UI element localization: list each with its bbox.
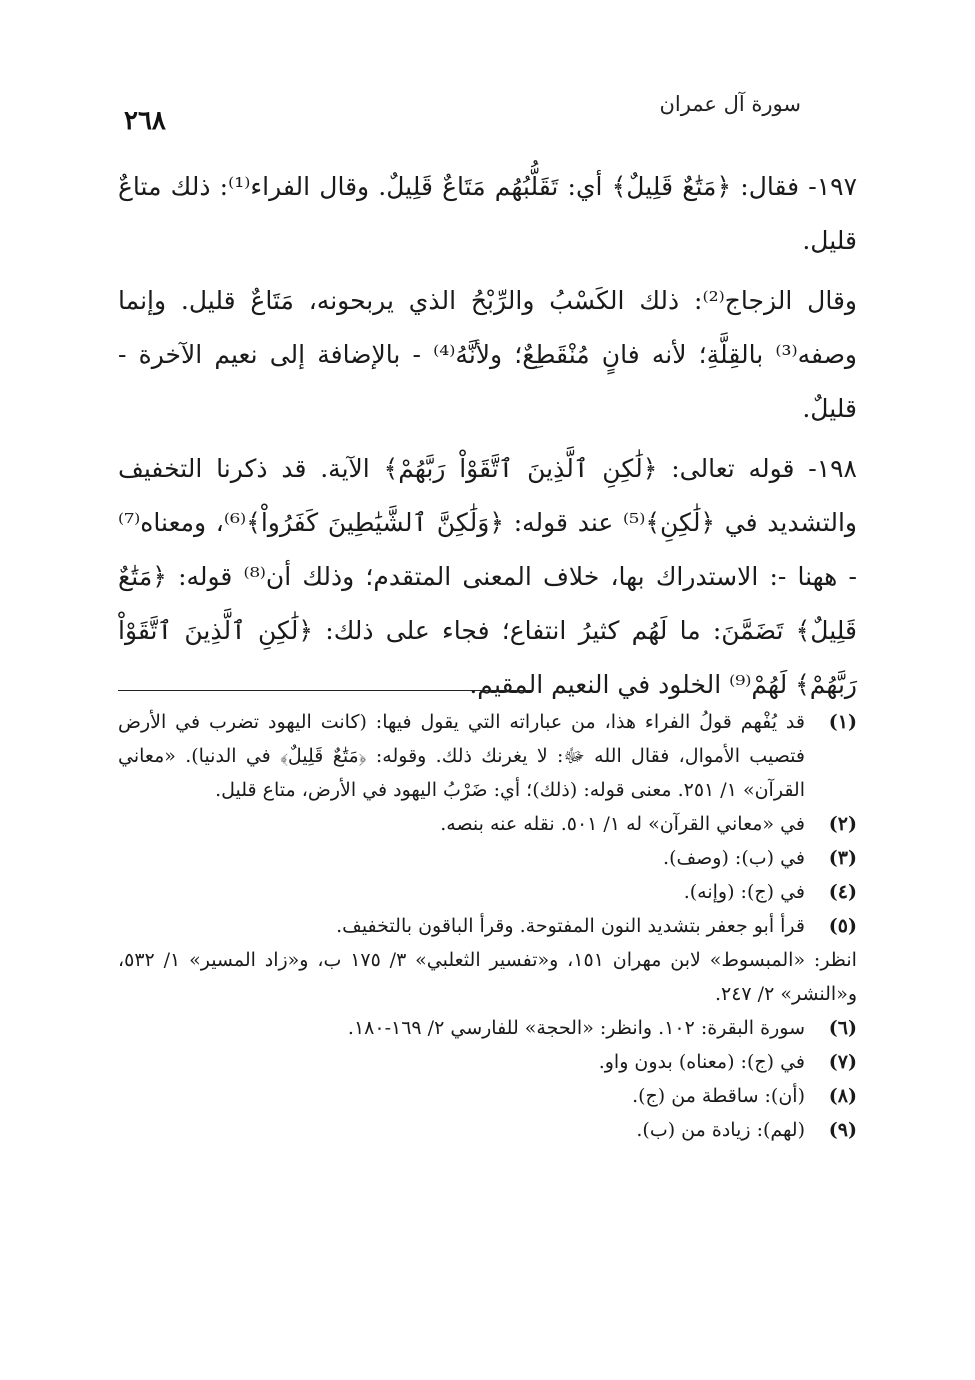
- footnote-text: في (ب): (وصف).: [663, 847, 805, 869]
- footnote-number: (٣): [828, 847, 857, 869]
- footnote-number: (٦): [828, 1017, 857, 1039]
- running-title: سورة آل عمران: [659, 92, 801, 116]
- footnote-9: [118, 1113, 857, 1147]
- footnote-4: [118, 875, 857, 909]
- footnote-5: [118, 909, 857, 943]
- footnote-text: (أن): ساقطة من (ج).: [632, 1085, 805, 1107]
- footnote-2: [118, 807, 857, 841]
- footnote-text: في (ج): (وإنه).: [683, 881, 805, 903]
- footnote-1: [118, 705, 857, 807]
- footnote-number: (٥): [828, 915, 857, 937]
- page-number: ٢٦٨: [124, 106, 166, 136]
- footnote-number: (٤): [828, 881, 857, 903]
- footnote-text: سورة البقرة: ١٠٢. وانظر: «الحجة» للفارسي ٢/ ١٦٩-١٨٠.: [347, 1017, 805, 1039]
- footnote-text: قد يُفْهم قولُ الفراء هذا، من عباراته التي يقول فيها: (كانت اليهود تضرب في الأرض فتصيب الأموال، فقال الله ﷻ: لا يغرنك ذلك. وقوله: ﴿مَتَٰعٌ قَلِيلٌ﴾ في الدنيا). «معاني القرآن» ١/ ٢٥١. معنى قوله: (ذلك)؛ أي: ضَرْبُ اليهود في الأرض، متاع قليل.: [118, 711, 805, 801]
- page-header: [118, 92, 857, 142]
- footnote-number: (٨): [828, 1085, 857, 1107]
- paragraph-198: ١٩٨- قوله تعالى: ﴿لَٰكِنِ ٱلَّذِينَ ٱتَّقَوْاْ رَبَّهُمْ﴾ الآية. قد ذكرنا التخفيف والتشديد في ﴿لَٰكِنِ﴾⁽⁵⁾ عند قوله: ﴿وَلَٰكِنَّ ٱلشَّيَٰطِينَ كَفَرُواْ﴾⁽⁶⁾، ومعناه⁽⁷⁾ - ههنا -: الاستدراك بها، خلاف المعنى المتقدم؛ وذلك أن⁽⁸⁾ قوله: ﴿مَتَٰعٌ قَلِيلٌ﴾ تَضَمَّنَ: ما لَهُم كثيرُ انتفاع؛ فجاء على ذلك: ﴿لَٰكِنِ ٱلَّذِينَ ٱتَّقَوْاْ رَبَّهُمْ﴾ لَهُمْ⁽⁹⁾ الخلود في النعيم المقيم.: [118, 454, 857, 699]
- footnote-8: [118, 1079, 857, 1113]
- footnote-number: (٩): [828, 1119, 857, 1141]
- footnote-separator: [118, 690, 533, 691]
- footnote-text: في «معاني القرآن» له ١/ ٥٠١. نقله عنه بنصه.: [440, 813, 805, 835]
- footnote-7: [118, 1045, 857, 1079]
- footnote-text: قرأ أبو جعفر بتشديد النون المفتوحة. وقرأ الباقون بالتخفيف.: [336, 915, 805, 937]
- footnote-number: (٧): [828, 1051, 857, 1073]
- paragraph-197: ١٩٧- فقال: ﴿مَتَٰعٌ قَلِيلٌ﴾ أي: تَقَلُّبُهُم مَتَاعٌ قَلِيلٌ. وقال الفراء⁽¹⁾: ذلك متاعٌ قليل.: [118, 172, 858, 255]
- footnotes: [118, 705, 857, 1147]
- footnote-number: (١): [828, 711, 857, 733]
- footnote-5-continuation: انظر: «المبسوط» لابن مهران ١٥١، و«تفسير الثعلبي» ٣/ ١٧٥ ب، و«زاد المسير» ١/ ٥٣٢، و«النشر» ٢/ ٢٤٧.: [118, 949, 857, 1005]
- footnote-text: (لهم): زيادة من (ب).: [636, 1119, 805, 1141]
- footnote-6: [118, 1011, 857, 1045]
- paragraph-zajjaj: وقال الزجاج⁽²⁾: ذلك الكَسْبُ والرِّبْحُ الذي يربحونه، مَتَاعٌ قليل. وإنما وصفه⁽³⁾ بالقِلَّةِ؛ لأنه فانٍ مُنْقَطِعٌ؛ ولأنَّهُ⁽⁴⁾ - بالإضافة إلى نعيم الآخرة - قليلٌ.: [118, 286, 857, 423]
- main-text: [118, 160, 857, 718]
- footnote-number: (٢): [828, 813, 857, 835]
- footnote-3: [118, 841, 857, 875]
- footnote-text: في (ج): (معناه) بدون واو.: [598, 1051, 805, 1073]
